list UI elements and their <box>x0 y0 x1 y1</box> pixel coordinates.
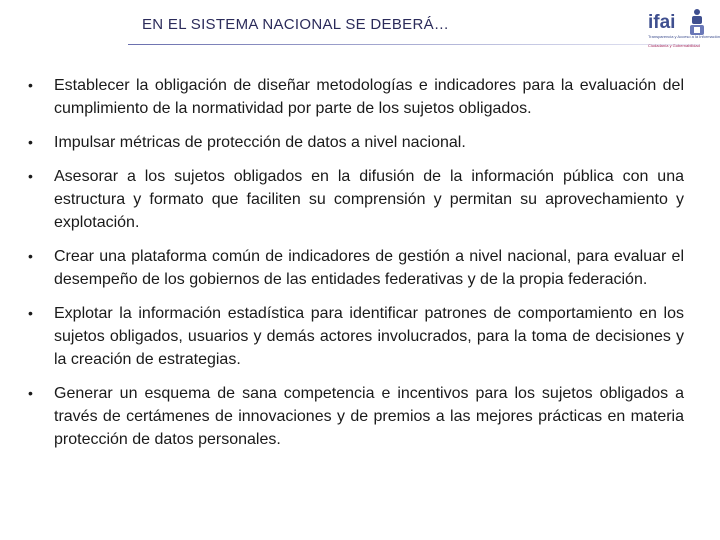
list-item-text: Impulsar métricas de protección de datos a nivel nacional. <box>54 134 466 151</box>
logo-wordmark: ifai <box>648 12 676 33</box>
bullet-marker: • <box>28 168 33 184</box>
ifai-logo <box>628 8 720 52</box>
list-item <box>24 74 684 120</box>
bullet-list <box>24 74 684 462</box>
list-item <box>24 302 684 371</box>
bullet-marker: • <box>28 134 33 150</box>
title-divider <box>128 44 700 45</box>
bullet-marker: • <box>28 77 33 93</box>
people-figures-icon <box>688 8 706 36</box>
list-item-text: Generar un esquema de sana competencia e incentivos para los sujetos obligados a través de certámenes de innovaciones y de premios a las mejores prácticas en materia protección de datos personales. <box>54 385 684 448</box>
bullet-marker: • <box>28 385 33 401</box>
page-title: EN EL SISTEMA NACIONAL SE DEBERÁ… <box>142 16 450 33</box>
list-item <box>24 131 684 154</box>
list-item <box>24 165 684 234</box>
list-item <box>24 382 684 451</box>
bullet-marker: • <box>28 305 33 321</box>
list-item-text: Establecer la obligación de diseñar metodologías e indicadores para la evaluación del cumplimiento de la normatividad por parte de los sujetos obligados. <box>54 77 684 117</box>
list-item <box>24 245 684 291</box>
logo-tagline-bottom: Ciudadanía y Gobernabilidad <box>648 43 700 48</box>
list-item-text: Asesorar a los sujetos obligados en la difusión de la información pública con una estructura y formato que faciliten su comprensión y permitan su aprovechamiento y explotación. <box>54 168 684 231</box>
bullet-marker: • <box>28 248 33 264</box>
list-item-text: Crear una plataforma común de indicadores de gestión a nivel nacional, para evaluar el desempeño de los gobiernos de las entidades federativas y de la propia federación. <box>54 248 684 288</box>
list-item-text: Explotar la información estadística para identificar patrones de comportamiento en los sujetos obligados, usuarios y demás actores involucrados, para la toma de decisiones y la creación de estrategias. <box>54 305 684 368</box>
logo-tagline-top: Transparencia y Acceso a la Información <box>648 34 720 39</box>
